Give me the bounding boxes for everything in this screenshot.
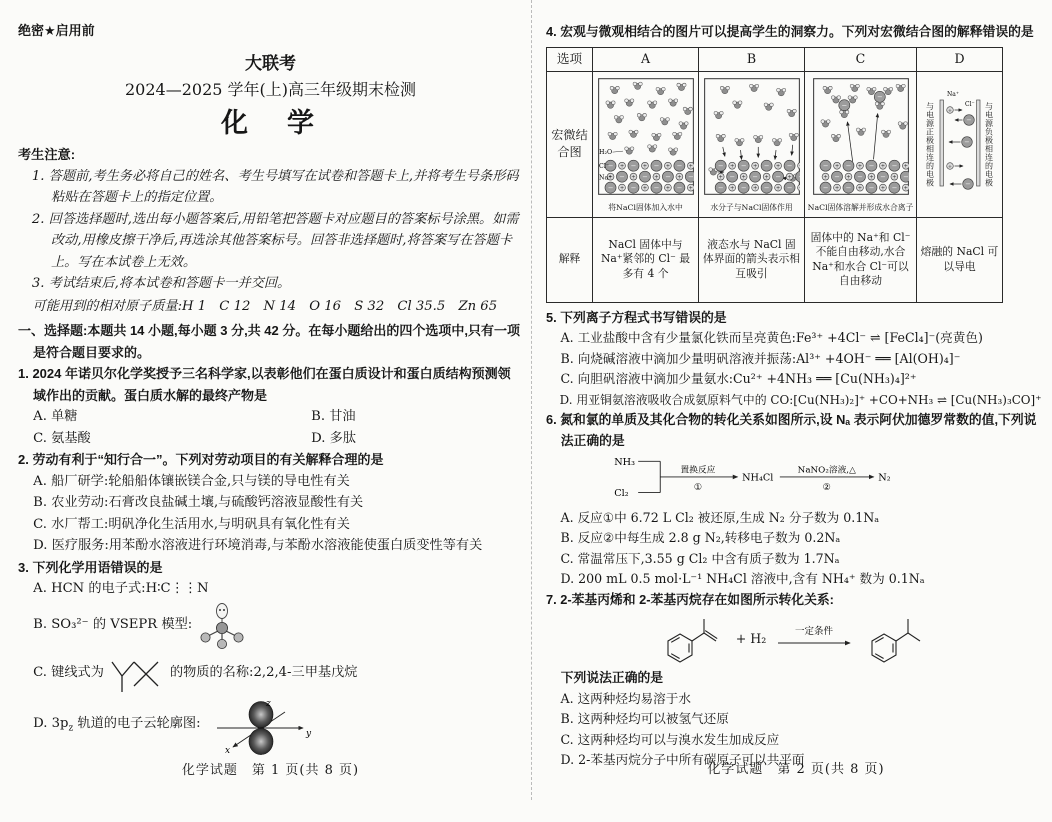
q2-stem: 2. 劳动有利于“知行合一”。下列对劳动项目的有关解释合理的是 bbox=[18, 452, 384, 467]
question-7 bbox=[546, 590, 1046, 771]
page-2 bbox=[546, 0, 1046, 822]
d-cl-label: Cl⁻ bbox=[964, 101, 975, 108]
section-1-header: 一、选择题:本题共 14 小题,每小题 3 分,共 42 分。在每小题给出的四个选项中,只有一项是符合题目要求的。 bbox=[18, 323, 520, 360]
q6-nh4cl: NH₄Cl bbox=[742, 472, 774, 484]
security-label: 绝密★启用前 bbox=[18, 23, 95, 38]
cl-label: Cl⁻ bbox=[598, 163, 609, 171]
q1-option-b: B. 甘油 bbox=[311, 409, 356, 424]
q3-option-a: A. HCN 的电子式:H∶C⋮⋮N bbox=[33, 581, 209, 596]
q7-option-b: B. 这两种烃均可以被氢气还原 bbox=[560, 711, 729, 726]
q1-option-c: C. 氨基酸 bbox=[33, 430, 91, 446]
question-3 bbox=[18, 557, 523, 758]
q7-substem: 下列说法正确的是 bbox=[560, 670, 664, 685]
q6-reaction-2-label: NaNO₂溶液,△ bbox=[797, 465, 856, 476]
q7-option-a: A. 这两种烃均易溶于水 bbox=[560, 690, 691, 706]
q4-explanation-d: 熔融的 NaCl 可以导电 bbox=[917, 217, 1003, 302]
positive-electrode-label: 与电源正极相连的电极 bbox=[925, 101, 935, 187]
page-1 bbox=[18, 0, 523, 820]
notice-item-3: 3. 考试结束后,将本试卷和答题卡一并交回。 bbox=[31, 276, 291, 291]
q1-stem: 1. 2024 年诺贝尔化学奖授予三名科学家,以表彰他们在蛋白质设计和蛋白质结构预测领域作出的贡献。蛋白质水解的最终产物是 bbox=[18, 366, 511, 403]
q3-option-b bbox=[18, 600, 523, 650]
negative-electrode-label: 与电源负极相连的电极 bbox=[984, 101, 994, 187]
notice-title: 考生注意: bbox=[18, 147, 76, 162]
q4-header-d: D bbox=[917, 47, 1003, 71]
q5-option-d: D. 用亚铜氨溶液吸收合成氨原料气中的 CO:[Cu(NH₃)₂]⁺ +CO+NH₃ ⇌ [Cu(NH₃)₃CO]⁺ bbox=[559, 392, 1042, 407]
notice-item-2: 2. 回答选择题时,选出每小题答案后,用铅笔把答题卡对应题目的答案标号涂黑。如需改动,用橡皮擦干净后,再选涂其他答案标号。回答非选择题时,将答案写在答题卡上。写在本试卷上无效。 bbox=[31, 211, 519, 270]
q7-stem: 7. 2-苯基丙烯和 2-苯基丙烷存在如图所示转化关系: bbox=[546, 591, 834, 607]
q4-header-a: A bbox=[593, 47, 699, 71]
q5-option-c: C. 向胆矾溶液中滴加少量氨水:Cu²⁺ +4NH₃ ══ [Cu(NH₃)₄]²⁺ bbox=[560, 371, 917, 386]
q3-option-b-label: B. SO₃²⁻ 的 VSEPR 模型: bbox=[33, 616, 193, 632]
reaction-condition-arrow bbox=[772, 621, 856, 657]
q4-caption-a: 将NaCl固体加入水中 bbox=[608, 202, 683, 212]
q3-option-d-label: D. $3p_z$ 轨道的电子云轮廓图: bbox=[33, 715, 201, 734]
page-2-footer: 化学试题 第 2 页(共 8 页) bbox=[707, 762, 885, 777]
q1-options bbox=[18, 406, 523, 449]
q4-caption-c: NaCl固体溶解并形成水合离子 bbox=[807, 202, 914, 212]
q6-option-d: D. 200 mL 0.5 mol·L⁻¹ NH₄Cl 溶液中,含有 NH₄⁺ 数为 0.1Nₐ bbox=[560, 571, 925, 586]
axis-y-label: y bbox=[305, 728, 311, 739]
q4-explanation-b: 液态水与 NaCl 固体界面的箭头表示相互吸引 bbox=[699, 217, 805, 302]
q4-table-header-row bbox=[547, 47, 1003, 71]
q4-stem: 4. 宏观与微观相结合的图片可以提高学生的洞察力。下列对宏微结合图的解释错误的是 bbox=[546, 24, 1034, 39]
q6-stem: 6. 氮和氯的单质及其化合物的转化关系如图所示,设 Nₐ 表示阿伏加德罗常数的值,下列说法正确的是 bbox=[546, 412, 1037, 448]
question-6 bbox=[546, 410, 1046, 590]
q4-header-b: B bbox=[699, 47, 805, 71]
nacl-added-to-water-diagram bbox=[598, 78, 694, 195]
na-label: Na⁺ bbox=[598, 174, 612, 182]
q3-option-c-suffix: 的物质的名称:2,2,4-三甲基戊烷 bbox=[169, 664, 358, 680]
q6-option-a: A. 反应①中 6.72 L Cl₂ 被还原,生成 N₂ 分子数为 0.1Nₐ bbox=[560, 509, 880, 525]
q6-cl2: Cl₂ bbox=[614, 488, 629, 499]
notice-list bbox=[18, 166, 523, 318]
q7-option-d: D. 2-苯基丙烷分子中所有碳原子可以共平面 bbox=[560, 752, 805, 767]
q2-option-b: B. 农业劳动:石膏改良盐碱土壤,与硫酸钙溶液显酸性有关 bbox=[33, 495, 364, 510]
q7-condition-label: 一定条件 bbox=[795, 626, 834, 637]
nacl-dissolving-hydrated-ions-diagram bbox=[813, 78, 909, 195]
q6-reaction-1-label: 置换反应 bbox=[680, 465, 716, 476]
q4-header-c: C bbox=[805, 47, 917, 71]
q5-option-b: B. 向烧碱溶液中滴加少量明矾溶液并振荡:Al³⁺ +4OH⁻ ══ [Al(OH)₄]⁻ bbox=[560, 350, 961, 366]
q7-reaction-scheme bbox=[546, 612, 1046, 666]
q4-cell-c bbox=[805, 71, 917, 217]
q4-explanation-c: 固体中的 Na⁺和 Cl⁻不能自由移动,水合 Na⁺和水合 Cl⁻可以自由移动 bbox=[805, 217, 917, 302]
q4-header-option: 选项 bbox=[547, 47, 593, 71]
skeletal-formula-diagram bbox=[108, 650, 166, 696]
q4-table-image-row bbox=[547, 71, 1003, 217]
q3-stem: 3. 下列化学用语错误的是 bbox=[18, 559, 163, 575]
exam-series-title: 大联考 bbox=[245, 53, 296, 74]
q4-cell-a bbox=[593, 71, 699, 217]
axis-x-label: x bbox=[224, 745, 230, 756]
question-1 bbox=[18, 363, 523, 449]
orbital-diagram bbox=[205, 696, 317, 758]
exam-session-title: 2024—2025 学年(上)高三年级期末检测 bbox=[124, 80, 416, 99]
axis-z-label: z bbox=[265, 698, 271, 709]
water-acting-on-nacl-diagram bbox=[704, 78, 800, 195]
q4-caption-b: 水分子与NaCl固体作用 bbox=[710, 202, 793, 212]
q4-explanation-a: NaCl 固体中与 Na⁺紧邻的 Cl⁻ 最多有 4 个 bbox=[593, 217, 699, 302]
q6-nh3: NH₃ bbox=[614, 456, 635, 468]
q4-table bbox=[546, 47, 1003, 303]
vsepr-model-diagram bbox=[196, 600, 248, 650]
phenylpropane-structure bbox=[862, 612, 934, 666]
q4-image-row-label: 宏微结合图 bbox=[547, 71, 593, 217]
q2-option-a: A. 船厂研学:轮船船体镶嵌镁合金,只与镁的导电性有关 bbox=[33, 473, 350, 489]
question-4 bbox=[546, 22, 1046, 303]
phenylpropene-structure bbox=[658, 612, 730, 666]
q3-option-c-prefix: C. 键线式为 bbox=[33, 664, 104, 680]
q3-option-c bbox=[18, 650, 523, 696]
page-1-footer: 化学试题 第 1 页(共 8 页) bbox=[181, 763, 360, 778]
nitrogen-chlorine-conversion-diagram bbox=[600, 453, 910, 499]
page-divider bbox=[531, 0, 532, 800]
q2-option-d: D. 医疗服务:用苯酚水溶液进行环境消毒,与苯酚水溶液能使蛋白质变性等有关 bbox=[33, 538, 483, 553]
electrolysis-ions-diagram bbox=[937, 80, 983, 208]
notice-item-1: 1. 答题前,考生务必将自己的姓名、考生号填写在试卷和答题卡上,并将考生号条形码粘贴在答题卡上的指定位置。 bbox=[31, 168, 519, 205]
q5-stem: 5. 下列离子方程式书写错误的是 bbox=[546, 309, 727, 325]
q4-cell-d bbox=[917, 71, 1003, 217]
q3-option-d bbox=[18, 696, 523, 758]
q6-reaction-2-number: ② bbox=[822, 481, 831, 493]
q1-option-d: D. 多肽 bbox=[311, 430, 357, 446]
subject-title: 化 学 bbox=[221, 107, 320, 139]
q6-option-c: C. 常温常压下,3.55 g Cl₂ 中含有质子数为 1.7Nₐ bbox=[560, 550, 840, 566]
q4-explain-row-label: 解释 bbox=[547, 217, 593, 302]
atomic-masses-line: 可能用到的相对原子质量:H 1 C 12 N 14 O 16 S 32 Cl 35.5 Zn 65 bbox=[32, 298, 498, 314]
question-2 bbox=[18, 449, 523, 557]
q7-plus-h2: + H₂ bbox=[735, 630, 767, 646]
q6-option-b: B. 反应②中每生成 2.8 g N₂,转移电子数为 0.2Nₐ bbox=[560, 530, 841, 545]
q7-option-c: C. 这两种烃均可以与溴水发生加成反应 bbox=[560, 731, 780, 747]
q6-n2: N₂ bbox=[878, 472, 891, 484]
h2o-label: H₂O bbox=[598, 149, 612, 157]
d-na-label: Na⁺ bbox=[946, 91, 959, 98]
q4-cell-b bbox=[699, 71, 805, 217]
question-5 bbox=[546, 308, 1046, 411]
q1-option-a: A. 单糖 bbox=[33, 409, 78, 424]
q6-reaction-1-number: ① bbox=[693, 481, 703, 493]
q5-option-a: A. 工业盐酸中含有少量氯化铁而呈亮黄色:Fe³⁺ +4Cl⁻ ⇌ [FeCl₄]⁻(亮黄色) bbox=[560, 330, 983, 345]
q4-table-explain-row bbox=[547, 217, 1003, 302]
q2-option-c: C. 水厂帮工:明矾净化生活用水,与明矾具有氧化性有关 bbox=[33, 516, 350, 532]
